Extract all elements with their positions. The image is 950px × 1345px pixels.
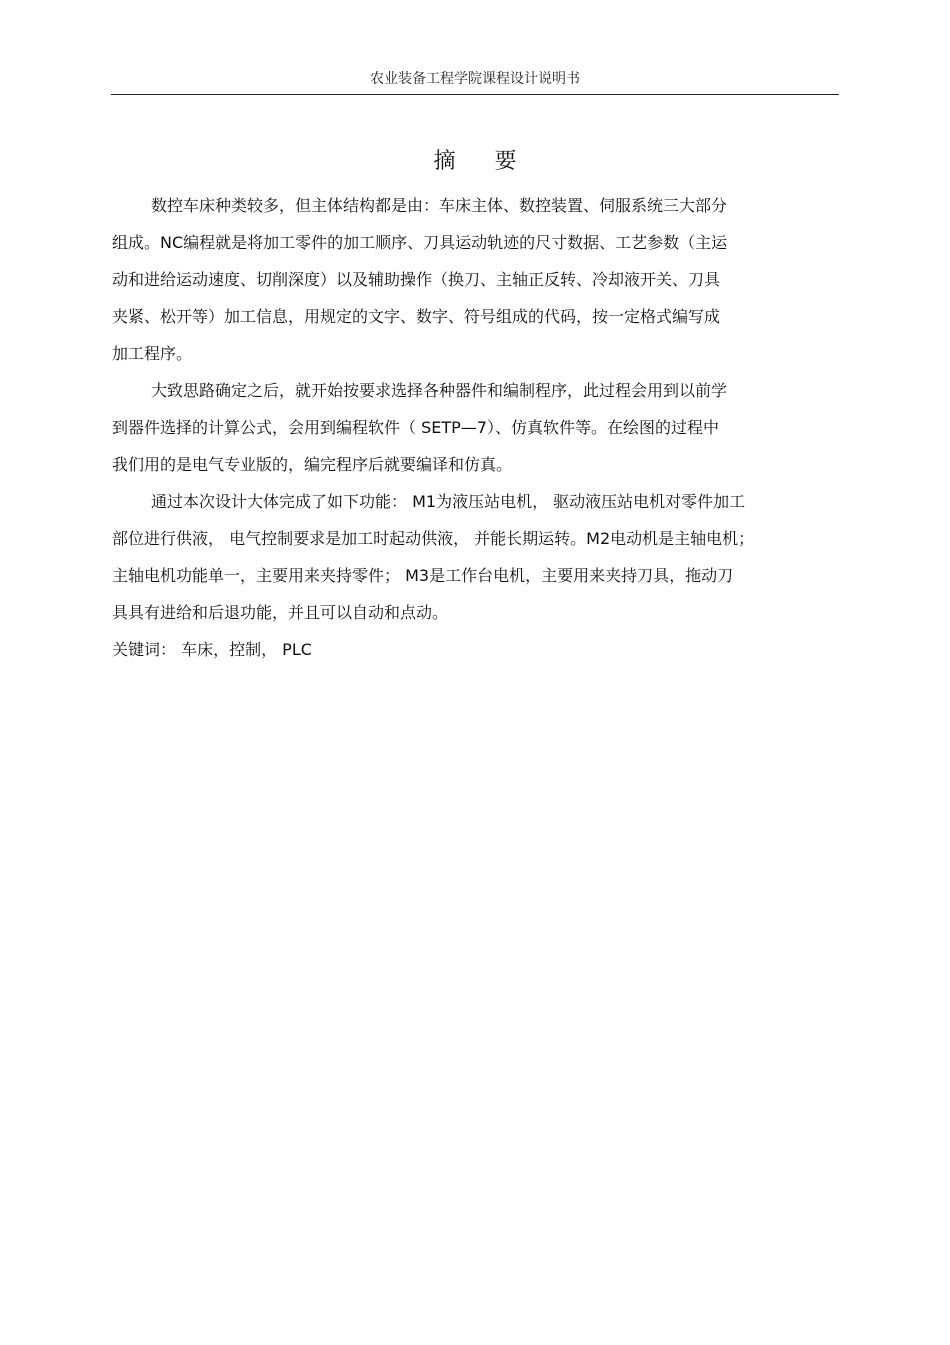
paragraph-line: 加工程序。 bbox=[112, 344, 193, 363]
paragraph-line: 部位进行供液， 电气控制要求是加工时起动供液， 并能长期运转。M2电动机是主轴电机； bbox=[112, 529, 755, 548]
paragraph-line: 主轴电机功能单一，主要用来夹持零件； M3是工作台电机，主要用来夹持刀具，拖动刀 bbox=[112, 566, 734, 585]
paragraph-line: 数控车床种类较多，但主体结构都是由：车床主体、数控装置、伺服系统三大部分 bbox=[151, 196, 728, 215]
keywords-line: 关键词： 车床，控制， PLC bbox=[112, 640, 312, 659]
paragraph-line: 通过本次设计大体完成了如下功能： M1为液压站电机， 驱动液压站电机对零件加工 bbox=[151, 492, 746, 511]
paragraph-line: 大致思路确定之后，就开始按要求选择各种器件和编制程序，此过程会用到以前学 bbox=[151, 381, 728, 400]
paragraph-line: 组成。NC编程就是将加工零件的加工顺序、刀具运动轨迹的尺寸数据、工艺参数（主运 bbox=[112, 233, 728, 252]
header-rule bbox=[111, 94, 839, 95]
abstract-title: 摘 要 bbox=[433, 149, 533, 174]
paragraph-2 bbox=[112, 377, 828, 488]
paragraph-1 bbox=[112, 192, 828, 377]
abstract-body bbox=[112, 192, 828, 673]
paragraph-line: 夹紧、松开等）加工信息，用规定的文字、数字、符号组成的代码，按一定格式编写成 bbox=[112, 307, 721, 326]
paragraph-line: 到器件选择的计算公式，会用到编程软件（ SETP—7）、仿真软件等。在绘图的过程中 bbox=[112, 418, 719, 437]
paragraph-line: 具具有进给和后退功能，并且可以自动和点动。 bbox=[112, 603, 449, 622]
paragraph-line: 我们用的是电气专业版的，编完程序后就要编译和仿真。 bbox=[112, 455, 513, 474]
paragraph-3 bbox=[112, 488, 828, 636]
paragraph-line: 动和进给运动速度、切削深度）以及辅助操作（换刀、主轴正反转、冷却液开关、刀具 bbox=[112, 270, 721, 289]
running-header: 农业装备工程学院课程设计说明书 bbox=[370, 71, 580, 87]
